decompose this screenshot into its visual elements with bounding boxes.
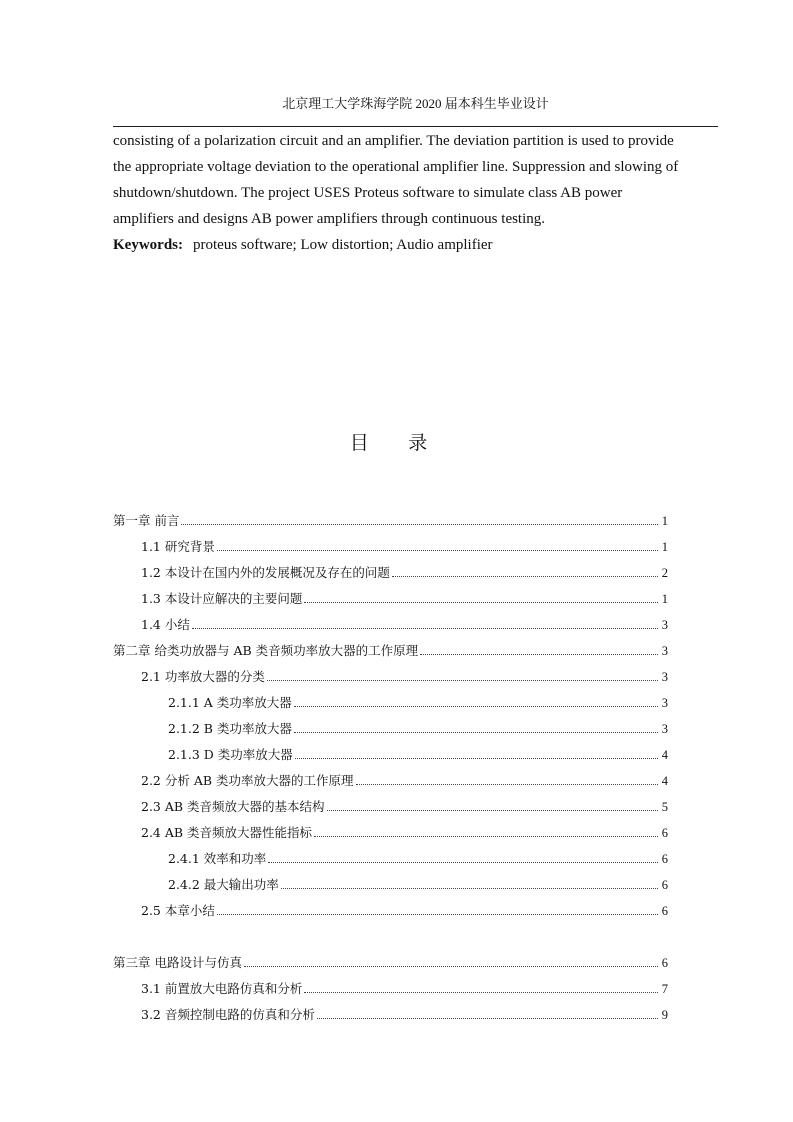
toc-entry-page: 6 xyxy=(661,878,668,892)
toc-leader-dots xyxy=(268,861,658,863)
toc-leader-dots xyxy=(420,653,658,655)
toc-entry-page: 6 xyxy=(661,956,668,970)
toc-entry-label: 2.4.1 效率和功率 xyxy=(168,851,267,866)
toc-entry[interactable] xyxy=(141,789,668,815)
toc-entry[interactable] xyxy=(168,841,668,867)
toc-entry[interactable] xyxy=(141,529,668,555)
toc-leader-dots xyxy=(281,887,658,889)
toc-leader-dots xyxy=(181,523,658,525)
toc-title-char: 目 xyxy=(349,433,373,454)
toc-entry-label: 2.5 本章小结 xyxy=(141,903,215,918)
abstract-line: consisting of a polarization circuit and an amplifier. The deviation partition is used to provide xyxy=(113,133,674,149)
keywords-text: proteus software; Low distortion; Audio amplifier xyxy=(193,237,493,253)
page-header: 北京理工大学珠海学院 2020 届本科生毕业设计 xyxy=(282,96,549,111)
toc-entry-label: 2.3 AB 类音频放大器的基本结构 xyxy=(141,799,325,814)
toc-entry-label: 1.2 本设计在国内外的发展概况及存在的问题 xyxy=(141,565,390,580)
toc-entry[interactable] xyxy=(168,737,668,763)
toc-entry-page: 1 xyxy=(661,540,668,554)
toc-title-char: 录 xyxy=(408,433,432,454)
toc-entry[interactable] xyxy=(141,893,668,919)
toc-entry[interactable] xyxy=(141,555,668,581)
toc-title xyxy=(113,428,668,455)
toc-entry[interactable] xyxy=(141,607,668,633)
toc-leader-dots xyxy=(267,679,658,681)
toc-entry-page: 3 xyxy=(661,644,668,658)
toc-entry-label: 2.1.3 D 类功率放大器 xyxy=(168,747,293,762)
abstract-line: amplifiers and designs AB power amplifiers through continuous testing. xyxy=(113,211,546,227)
abstract-block xyxy=(113,128,718,258)
toc-entry-page: 4 xyxy=(661,774,668,788)
toc-entry-label: 1.1 研究背景 xyxy=(141,539,215,554)
toc-leader-dots xyxy=(392,575,658,577)
keywords-label: Keywords: xyxy=(113,237,183,253)
header-rule xyxy=(113,126,718,127)
toc-entry[interactable] xyxy=(141,815,668,841)
toc-entry-label: 2.1 功率放大器的分类 xyxy=(141,669,265,684)
toc-entry-page: 3 xyxy=(661,670,668,684)
toc-entry-label: 第一章 前言 xyxy=(113,513,180,528)
toc-leader-dots xyxy=(217,549,658,551)
toc-entry-label: 3.2 音频控制电路的仿真和分析 xyxy=(141,1007,315,1022)
toc-leader-dots xyxy=(294,731,658,733)
toc-entry-page: 1 xyxy=(661,514,668,528)
abstract-line: the appropriate voltage deviation to the operational amplifier line. Suppression and slowing of xyxy=(113,159,679,175)
toc-entry[interactable] xyxy=(141,659,668,685)
toc-leader-dots xyxy=(304,991,658,993)
toc-leader-dots xyxy=(356,783,658,785)
toc-entry[interactable] xyxy=(168,711,668,737)
toc-entry-label: 2.2 分析 AB 类功率放大器的工作原理 xyxy=(141,773,354,788)
toc-entry-page: 3 xyxy=(661,722,668,736)
toc-entry-page: 1 xyxy=(661,592,668,606)
toc-entry-label: 2.4 AB 类音频放大器性能指标 xyxy=(141,825,313,840)
toc-entry[interactable] xyxy=(113,945,668,971)
toc-entry[interactable] xyxy=(168,867,668,893)
toc-entry[interactable] xyxy=(141,997,668,1023)
toc-entry-page: 9 xyxy=(661,1008,668,1022)
toc-entry[interactable] xyxy=(113,503,668,529)
toc-entry[interactable] xyxy=(141,581,668,607)
toc-entry-label: 1.4 小结 xyxy=(141,617,190,632)
toc-entry-page: 3 xyxy=(661,696,668,710)
toc-entry-label: 2.1.1 A 类功率放大器 xyxy=(168,695,292,710)
toc-entry-label: 第三章 电路设计与仿真 xyxy=(113,955,242,970)
toc-leader-dots xyxy=(295,757,658,759)
toc-entry[interactable] xyxy=(141,971,668,997)
toc-leader-dots xyxy=(327,809,658,811)
toc-entry-label: 2.4.2 最大输出功率 xyxy=(168,877,279,892)
toc-entry-page: 6 xyxy=(661,852,668,866)
abstract-line: shutdown/shutdown. The project USES Proteus software to simulate class AB power xyxy=(113,185,623,201)
toc-entry-label: 1.3 本设计应解决的主要问题 xyxy=(141,591,303,606)
toc-leader-dots xyxy=(304,601,658,603)
toc-entry-label: 第二章 给类功放器与 AB 类音频功率放大器的工作原理 xyxy=(113,643,419,658)
toc-entry-page: 3 xyxy=(661,618,668,632)
toc-leader-dots xyxy=(317,1017,658,1019)
toc-leader-dots xyxy=(294,705,658,707)
toc-leader-dots xyxy=(314,835,658,837)
toc-entry-page: 5 xyxy=(661,800,668,814)
toc-leader-dots xyxy=(244,965,658,967)
toc-leader-dots xyxy=(217,913,658,915)
toc-leader-dots xyxy=(192,627,658,629)
toc-entry-page: 6 xyxy=(661,904,668,918)
toc-entry-page: 4 xyxy=(661,748,668,762)
toc-entry-page: 2 xyxy=(661,566,668,580)
toc-entry[interactable] xyxy=(113,633,668,659)
toc-entry-label: 3.1 前置放大电路仿真和分析 xyxy=(141,981,303,996)
toc-entry[interactable] xyxy=(141,763,668,789)
toc-entry-page: 6 xyxy=(661,826,668,840)
toc-entry-page: 7 xyxy=(661,982,668,996)
toc-entry-label: 2.1.2 B 类功率放大器 xyxy=(168,721,292,736)
keywords-line xyxy=(113,232,718,258)
toc-entry[interactable] xyxy=(168,685,668,711)
